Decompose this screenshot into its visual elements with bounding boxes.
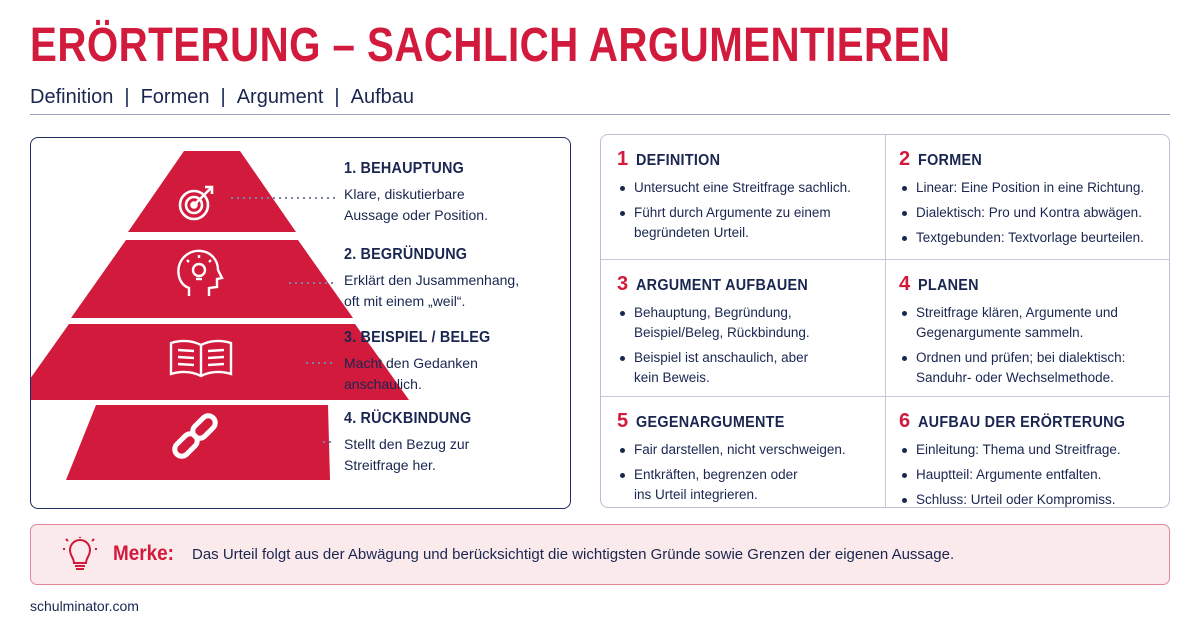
list-item: Beispiel ist anschaulich, aber kein Beweis. bbox=[617, 348, 887, 388]
list-item: Schluss: Urteil oder Kompromiss. bbox=[899, 490, 1169, 510]
card-number: 1 bbox=[617, 148, 629, 170]
step-text: Macht den Gedanken anschaulich. bbox=[344, 355, 478, 392]
step-text: Erklärt den Jusammenhang, oft mit einem „weil“. bbox=[344, 272, 520, 309]
list-item: Untersucht eine Streitfrage sachlich. bbox=[617, 178, 887, 198]
merke-text: Das Urteil folgt aus der Abwägung und berücksichtigt die wichtigsten Gründe sowie Grenzen der eigenen Aussage. bbox=[192, 546, 955, 563]
list-item: Hauptteil: Argumente entfalten. bbox=[899, 465, 1169, 485]
card-title: FORMEN bbox=[918, 152, 983, 169]
card-definition bbox=[617, 148, 887, 248]
card-title: PLANEN bbox=[918, 277, 979, 294]
list-item: Entkräften, begrenzen oder ins Urteil integrieren. bbox=[617, 465, 887, 505]
card-title: ARGUMENT AUFBAUEN bbox=[636, 277, 809, 294]
card-number: 2 bbox=[899, 148, 911, 170]
pyramid-step-beispiel bbox=[344, 329, 564, 395]
step-text: Stellt den Bezug zur Streitfrage her. bbox=[344, 436, 470, 473]
card-number: 3 bbox=[617, 273, 629, 295]
card-planen bbox=[899, 273, 1169, 393]
list-item: Behauptung, Begründung, Beispiel/Beleg, Rückbindung. bbox=[617, 303, 887, 343]
pyramid-panel bbox=[30, 137, 571, 509]
merke-label: Merke: bbox=[113, 542, 174, 565]
list-item: Linear: Eine Position in eine Richtung. bbox=[899, 178, 1169, 198]
subtitle-nav bbox=[30, 86, 414, 109]
pyramid-step-behauptung bbox=[344, 160, 564, 226]
step-title: 3. BEISPIEL / BELEG bbox=[344, 329, 491, 346]
list-item: Textgebunden: Textvorlage beurteilen. bbox=[899, 228, 1169, 248]
subtitle-item-argument: Argument bbox=[236, 86, 324, 108]
subtitle-separator: | bbox=[334, 86, 340, 108]
subtitle-item-definition: Definition bbox=[30, 86, 114, 108]
card-formen bbox=[899, 148, 1169, 253]
step-text: Klare, diskutierbare Aussage oder Position. bbox=[344, 186, 488, 223]
card-argument-aufbauen bbox=[617, 273, 887, 393]
subtitle-item-formen: Formen bbox=[140, 86, 210, 108]
list-item: Fair darstellen, nicht verschweigen. bbox=[617, 440, 887, 460]
step-title: 4. RÜCKBINDUNG bbox=[344, 410, 472, 427]
card-title: AUFBAU DER ERÖRTERUNG bbox=[918, 414, 1126, 431]
card-gegenargumente bbox=[617, 410, 887, 510]
header-divider bbox=[30, 114, 1170, 115]
list-item: Ordnen und prüfen; bei dialektisch: Sanduhr- oder Wechselmethode. bbox=[899, 348, 1169, 388]
page-title: ERÖRTERUNG – SACHLICH ARGUMENTIEREN bbox=[30, 19, 951, 72]
pyramid-tier-2 bbox=[71, 240, 353, 318]
step-title: 2. BEGRÜNDUNG bbox=[344, 246, 468, 263]
list-item: Streitfrage klären, Argumente und Gegenargumente sammeln. bbox=[899, 303, 1169, 343]
subtitle-separator: | bbox=[124, 86, 130, 108]
grid-divider bbox=[601, 259, 1169, 260]
list-item: Einleitung: Thema und Streitfrage. bbox=[899, 440, 1169, 460]
card-title: GEGENARGUMENTE bbox=[636, 414, 785, 431]
merke-box bbox=[30, 524, 1170, 585]
card-number: 5 bbox=[617, 410, 629, 432]
card-number: 6 bbox=[899, 410, 911, 432]
pyramid-step-rueckbindung bbox=[344, 410, 564, 476]
step-title: 1. BEHAUPTUNG bbox=[344, 160, 464, 177]
card-number: 4 bbox=[899, 273, 911, 295]
pyramid-step-begruendung bbox=[344, 246, 564, 312]
subtitle-item-aufbau: Aufbau bbox=[350, 86, 415, 108]
lightbulb-icon bbox=[63, 537, 97, 575]
list-item: Dialektisch: Pro und Kontra abwägen. bbox=[899, 203, 1169, 223]
card-title: DEFINITION bbox=[636, 152, 721, 169]
info-grid bbox=[600, 134, 1170, 508]
subtitle-separator: | bbox=[220, 86, 226, 108]
footer-source: schulminator.com bbox=[30, 598, 139, 614]
card-aufbau-eroerterung bbox=[899, 410, 1169, 515]
grid-divider bbox=[601, 396, 1169, 397]
list-item: Führt durch Argumente zu einem begründeten Urteil. bbox=[617, 203, 887, 243]
